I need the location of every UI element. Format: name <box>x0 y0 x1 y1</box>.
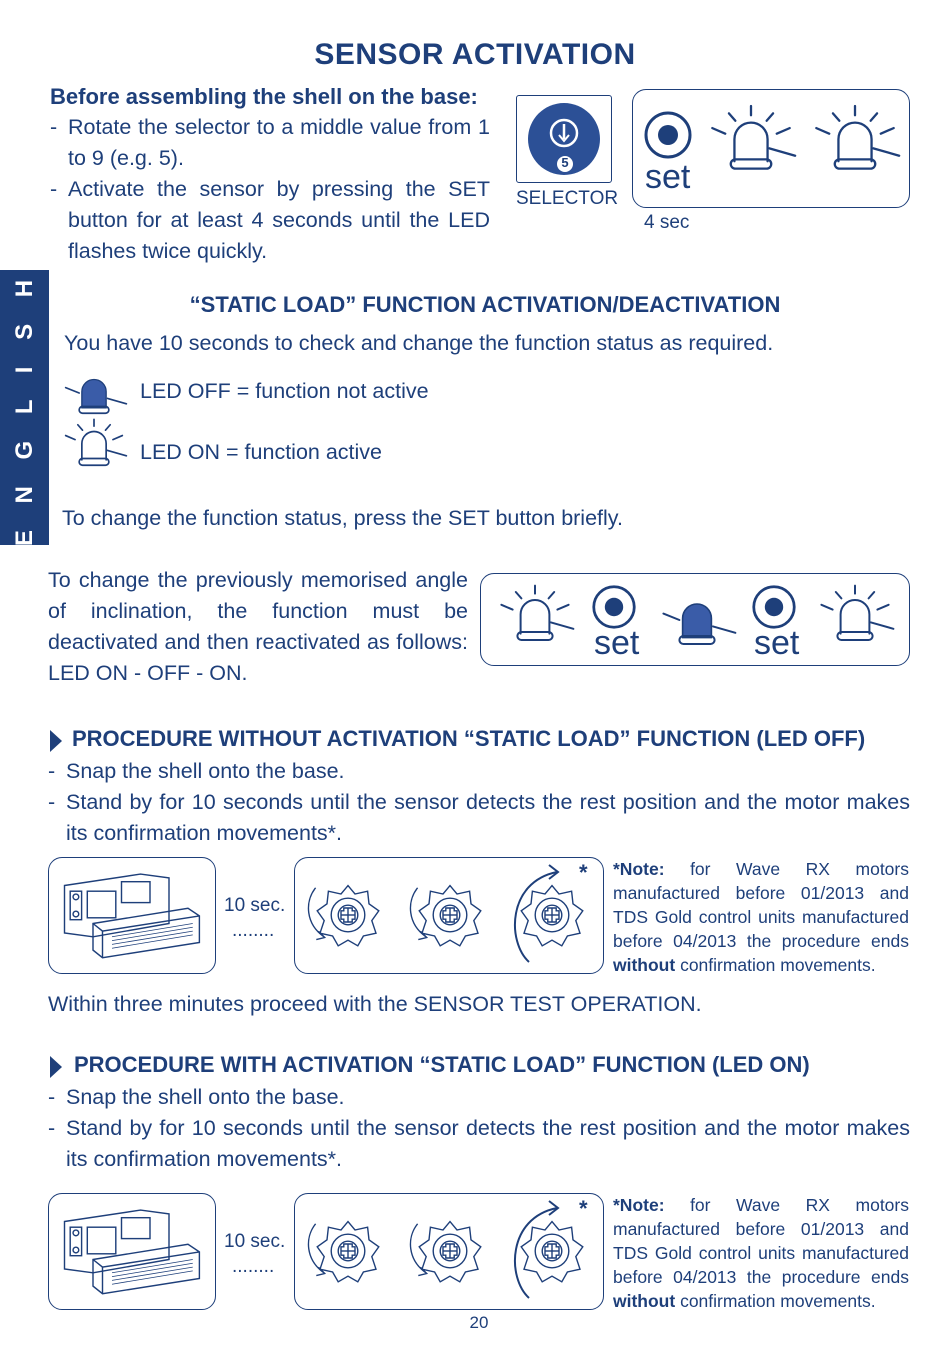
note-without: *Note: for Wave RX motors manufactured before 01/2013 and TDS Gold control units manufactured before 04/2013 the procedure ends without confirmation movements. <box>613 859 909 975</box>
before-heading: Before assembling the shell on the base: <box>50 84 478 109</box>
set-button-icon <box>643 110 693 160</box>
note-with: *Note: for Wave RX motors manufactured before 01/2013 and TDS Gold control units manufactured before 04/2013 the procedure ends without confirmation movements. <box>613 1195 909 1311</box>
page-number: 20 <box>469 1313 489 1332</box>
list-item: - Snap the shell onto the base. <box>48 1085 345 1109</box>
led-on-icon <box>815 584 895 648</box>
wait-label: 10 sec. <box>224 1231 286 1252</box>
on-off-on-sequence <box>480 573 910 666</box>
set-label: set <box>645 158 691 196</box>
motor-movement-diagram <box>294 1193 604 1310</box>
section-arrow-icon <box>50 1056 62 1078</box>
list-item: - Snap the shell onto the base. <box>48 759 345 783</box>
led-flash-icon <box>705 104 797 178</box>
sensor-illustration <box>48 1193 216 1310</box>
proc-without-list <box>48 756 910 849</box>
led-off-label: LED OFF = function not active <box>140 379 429 403</box>
change-status-text: To change the function status, press the SET button briefly. <box>62 506 623 530</box>
motor-knob-icon <box>313 880 383 950</box>
selector-value: 5 <box>561 155 569 170</box>
reverse-arrow-icon <box>507 1198 577 1304</box>
sensor-test-instruction: Within three minutes proceed with the SENSOR TEST OPERATION. <box>48 992 702 1016</box>
led-off-icon <box>60 366 128 420</box>
proc-with-heading: PROCEDURE WITH ACTIVATION “STATIC LOAD” FUNCTION (LED ON) <box>74 1052 810 1077</box>
selector-label: SELECTOR <box>516 188 619 209</box>
hold-duration: 4 sec <box>644 212 690 233</box>
motor-knob-icon <box>415 880 485 950</box>
list-item: - Rotate the selector to a middle value from 1 to 9 (e.g. 5). <box>50 115 490 170</box>
led-off-icon <box>657 588 737 652</box>
asterisk: * <box>579 860 588 885</box>
language-tab-label: E N G L I S H <box>10 269 38 546</box>
sensor-shell-image <box>55 1202 207 1298</box>
set-label: set <box>754 624 800 662</box>
set-hold-diagram <box>632 89 910 208</box>
before-section <box>50 84 490 267</box>
list-item: - Stand by for 10 seconds until the sensor detects the rest position and the motor makes its confirmation movements*. <box>48 1116 910 1171</box>
wait-dots: ........ <box>232 1256 275 1277</box>
proc-with-list <box>48 1082 910 1175</box>
set-label: set <box>594 624 640 662</box>
motor-knob-icon <box>415 1216 485 1286</box>
asterisk: * <box>579 1196 588 1221</box>
static-load-heading: “STATIC LOAD” FUNCTION ACTIVATION/DEACTIVATION <box>189 292 781 317</box>
selector-dial <box>516 95 612 183</box>
change-angle-text: To change the previously memorised angle of inclination, the function must be deactivated and then reactivated as follows: LED ON - OFF - ON. <box>48 568 468 685</box>
proc-without-heading: PROCEDURE WITHOUT ACTIVATION “STATIC LOAD” FUNCTION (LED OFF) <box>72 726 866 751</box>
led-on-icon <box>495 584 575 648</box>
led-on-icon <box>60 418 128 472</box>
led-flash-icon <box>809 104 901 178</box>
reverse-arrow-icon <box>507 862 577 968</box>
led-on-label: LED ON = function active <box>140 440 382 464</box>
list-item: - Stand by for 10 seconds until the sensor detects the rest position and the motor makes its confirmation movements*. <box>48 790 910 845</box>
section-arrow-icon <box>50 730 62 752</box>
wait-label: 10 sec. <box>224 895 286 916</box>
static-load-intro: You have 10 seconds to check and change the function status as required. <box>64 331 774 355</box>
wait-dots: ........ <box>232 920 275 941</box>
motor-knob-icon <box>313 1216 383 1286</box>
list-item: - Activate the sensor by pressing the SET button for at least 4 seconds until the LED flashes twice quickly. <box>50 177 490 263</box>
page-title: SENSOR ACTIVATION <box>314 38 636 71</box>
sensor-illustration <box>48 857 216 974</box>
sensor-shell-image <box>55 866 207 962</box>
motor-movement-diagram <box>294 857 604 974</box>
